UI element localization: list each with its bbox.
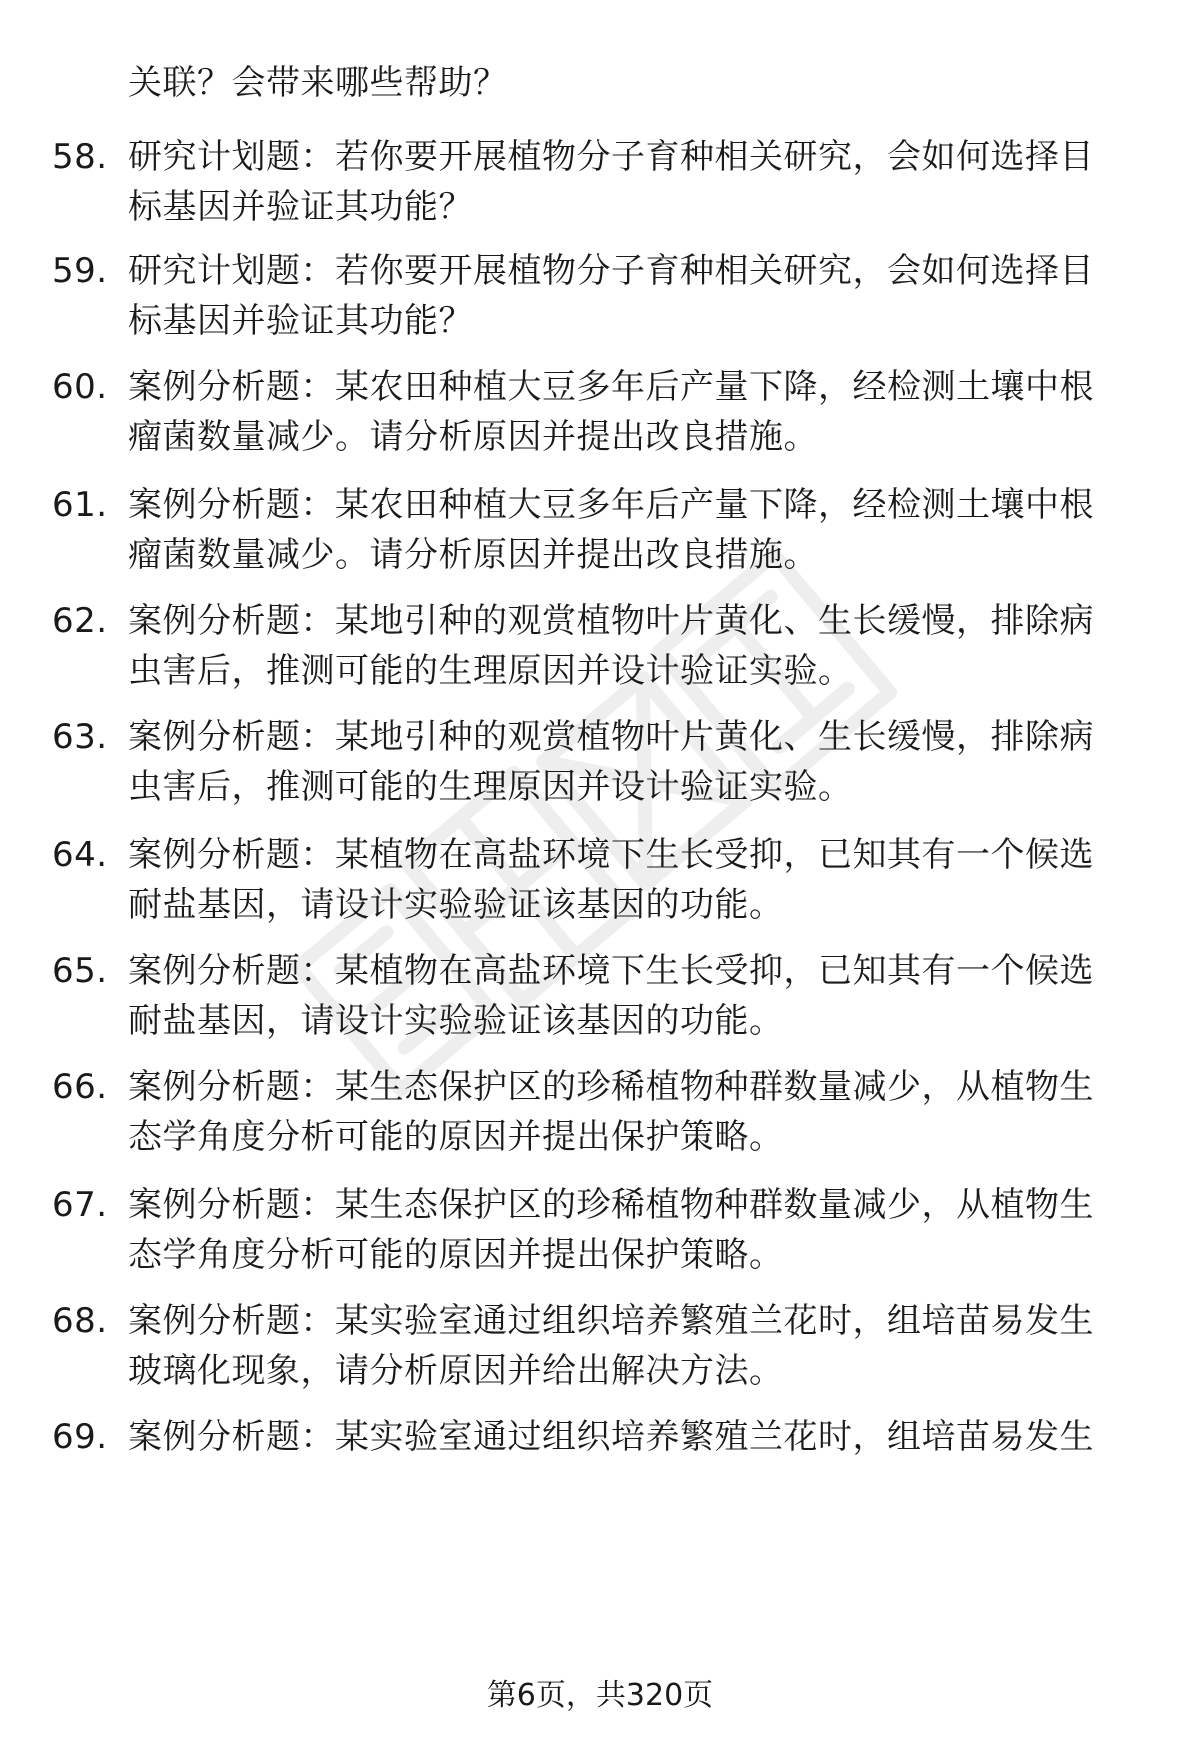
item-line: 案例分析题：某生态保护区的珍稀植物种群数量减少，从植物生 [128, 1185, 1094, 1225]
item-text [128, 1296, 1138, 1396]
item-line: 案例分析题：某植物在高盐环境下生长受抑，已知其有一个候选 [128, 835, 1094, 875]
item-number: 67. [52, 1185, 108, 1225]
item-text [128, 480, 1138, 580]
item-line: 态学角度分析可能的原因并提出保护策略。 [128, 1235, 784, 1275]
item-text [128, 712, 1138, 812]
item-text [128, 1180, 1138, 1280]
item-line: 虫害后，推测可能的生理原因并设计验证实验。 [128, 767, 853, 807]
item-line: 玻璃化现象，请分析原因并给出解决方法。 [128, 1351, 784, 1391]
item-text [128, 596, 1138, 696]
item-text [128, 830, 1138, 930]
item-number: 59. [52, 251, 108, 291]
item-line: 研究计划题：若你要开展植物分子育种相关研究，会如何选择目 [128, 251, 1094, 291]
item-text [128, 132, 1138, 232]
item-line: 研究计划题：若你要开展植物分子育种相关研究，会如何选择目 [128, 137, 1094, 177]
item-line: 案例分析题：某植物在高盐环境下生长受抑，已知其有一个候选 [128, 951, 1094, 991]
item-line: 案例分析题：某地引种的观赏植物叶片黄化、生长缓慢，排除病 [128, 717, 1094, 757]
item-line: 案例分析题：某农田种植大豆多年后产量下降，经检测土壤中根 [128, 367, 1094, 407]
item-number: 65. [52, 951, 108, 991]
item-number: 68. [52, 1301, 108, 1341]
item-line: 案例分析题：某地引种的观赏植物叶片黄化、生长缓慢，排除病 [128, 601, 1094, 641]
item-line: 瘤菌数量减少。请分析原因并提出改良措施。 [128, 535, 818, 575]
item-line: 标基因并验证其功能？ [128, 301, 473, 341]
item-line: 耐盐基因，请设计实验验证该基因的功能。 [128, 885, 784, 925]
item-number: 66. [52, 1067, 108, 1107]
item-number: 61. [52, 485, 108, 525]
item-text [128, 362, 1138, 462]
item-line: 瘤菌数量减少。请分析原因并提出改良措施。 [128, 417, 818, 457]
item-line: 案例分析题：某实验室通过组织培养繁殖兰花时，组培苗易发生 [128, 1301, 1094, 1341]
item-number: 58. [52, 137, 108, 177]
item-line: 标基因并验证其功能？ [128, 187, 473, 227]
item-line: 耐盐基因，请设计实验验证该基因的功能。 [128, 1001, 784, 1041]
item-number: 69. [52, 1417, 108, 1457]
page-footer: 第6页，共320页 [486, 1678, 714, 1713]
item-number: 60. [52, 367, 108, 407]
item-line: 虫害后，推测可能的生理原因并设计验证实验。 [128, 651, 853, 691]
item-text [128, 1412, 1138, 1462]
item-line: 案例分析题：某生态保护区的珍稀植物种群数量减少，从植物生 [128, 1067, 1094, 1107]
item-number: 64. [52, 835, 108, 875]
item-line: 案例分析题：某农田种植大豆多年后产量下降，经检测土壤中根 [128, 485, 1094, 525]
item-text [128, 946, 1138, 1046]
item-number: 63. [52, 717, 108, 757]
item-number: 62. [52, 601, 108, 641]
item-text [128, 246, 1138, 346]
item-text [128, 1062, 1138, 1162]
item-line: 案例分析题：某实验室通过组织培养繁殖兰花时，组培苗易发生 [128, 1417, 1094, 1457]
continuation-text: 关联？会带来哪些帮助？ [128, 63, 508, 103]
item-line: 态学角度分析可能的原因并提出保护策略。 [128, 1117, 784, 1157]
